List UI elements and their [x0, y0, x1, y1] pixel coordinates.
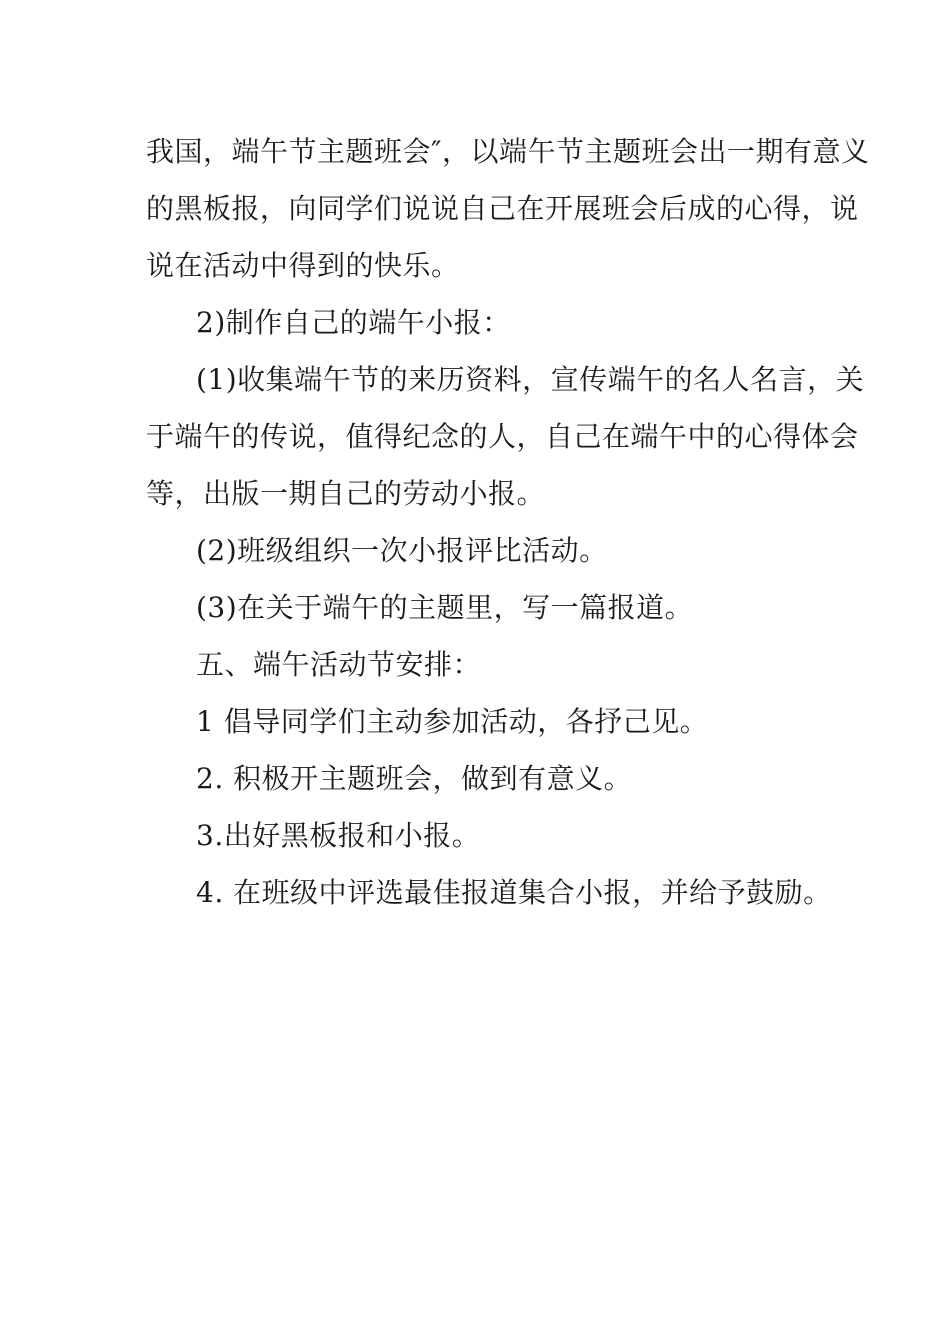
schedule-item-1: 1 倡导同学们主动参加活动，各抒己见。: [196, 705, 709, 738]
schedule-item-3: 3.出好黑板报和小报。: [196, 819, 481, 852]
paragraph-line-3: 说在活动中得到的快乐。: [146, 249, 460, 282]
paragraph-line-1: 我国，端午节主题班会″，以端午节主题班会出一期有意义: [146, 135, 870, 168]
list-item-1-line-3: 等，出版一期自己的劳动小报。: [146, 477, 546, 510]
list-item-1-line-1: (1)收集端午节的来历资料，宣传端午的名人名言，关: [196, 363, 865, 396]
list-item-2: (2)班级组织一次小报评比活动。: [196, 534, 608, 567]
list-item-1-line-2: 于端午的传说，值得纪念的人，自己在端午中的心得体会: [146, 420, 859, 453]
section-heading-make-newspaper: 2)制作自己的端午小报：: [196, 306, 511, 339]
schedule-item-4: 4. 在班级中评选最佳报道集合小报，并给予鼓励。: [196, 876, 832, 909]
section-heading-schedule: 五、端午活动节安排：: [196, 648, 482, 681]
paragraph-line-2: 的黑板报，向同学们说说自己在开展班会后成的心得，说: [146, 192, 859, 225]
schedule-item-2: 2. 积极开主题班会，做到有意义。: [196, 762, 633, 795]
list-item-3: (3)在关于端午的主题里，写一篇报道。: [196, 591, 694, 624]
